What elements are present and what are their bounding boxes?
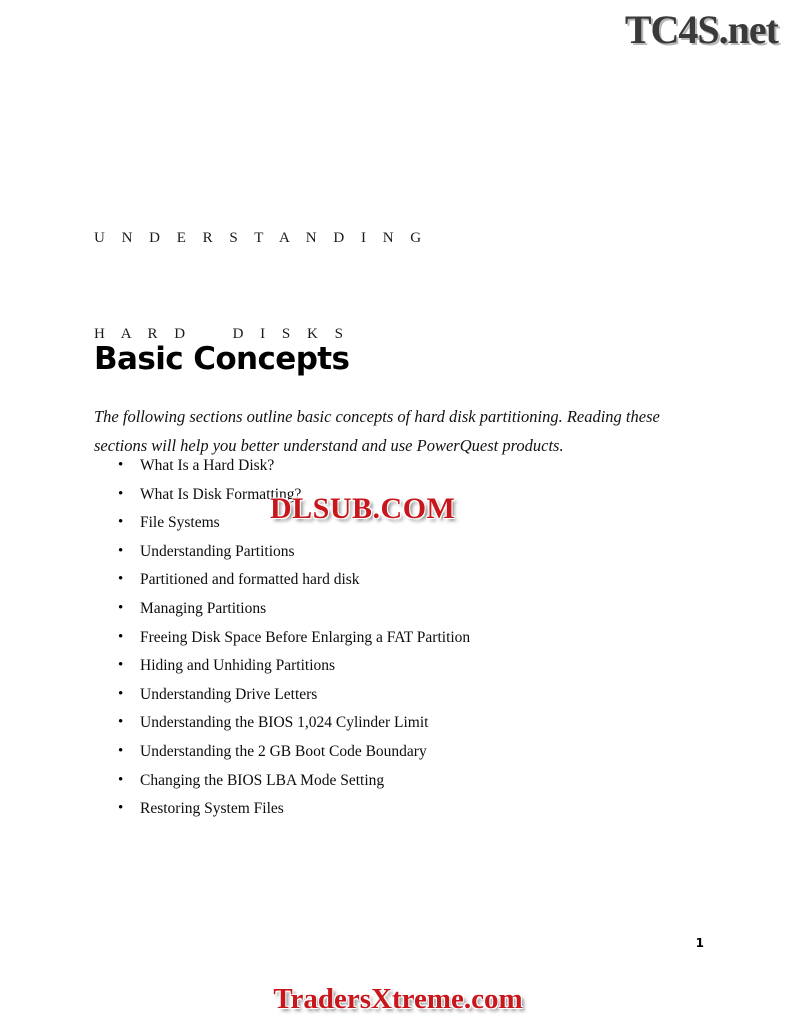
list-item-label: Partitioned and formatted hard disk (140, 571, 360, 589)
list-item-label: What Is a Hard Disk? (140, 457, 275, 474)
list-item[interactable] (100, 795, 740, 824)
list-item-label: Hiding and Unhiding Partitions (140, 657, 336, 675)
list-item[interactable] (100, 566, 740, 595)
list-item[interactable] (100, 709, 740, 738)
list-item-label: Understanding the BIOS 1,024 Cylinder Limit (140, 714, 429, 732)
watermark-bottom: TradersXtreme.com (273, 983, 523, 1015)
list-item-label: Changing the BIOS LBA Mode Setting (140, 771, 385, 789)
running-head-line-1: U N D E R S T A N D I N G (94, 230, 428, 246)
list-item[interactable] (100, 681, 740, 710)
list-item[interactable] (100, 595, 740, 624)
list-item[interactable] (100, 767, 740, 796)
list-item-label: Restoring System Files (140, 800, 284, 818)
list-item-label: Understanding Drive Letters (140, 685, 318, 703)
running-head-line-2: H A R D D I S K S (94, 326, 350, 342)
list-item-label: File Systems (140, 514, 220, 532)
list-item-label: Managing Partitions (140, 599, 267, 617)
list-item[interactable] (100, 538, 740, 567)
list-item-label: Understanding the 2 GB Boot Code Boundary (140, 742, 427, 760)
list-item[interactable] (100, 624, 740, 653)
list-item[interactable] (100, 452, 740, 481)
page-number: 1 (695, 936, 704, 950)
watermark-middle: DLSUB.COM (270, 492, 456, 525)
list-item[interactable] (100, 738, 740, 767)
list-item-label: What Is Disk Formatting? (140, 485, 302, 503)
list-item-label: Freeing Disk Space Before Enlarging a FAT Partition (140, 628, 471, 646)
list-item[interactable] (100, 652, 740, 681)
intro-paragraph: The following sections outline basic concepts of hard disk partitioning. Reading these sections will help you better understand and use PowerQuest products. (94, 406, 660, 455)
page-title: Basic Concepts (94, 340, 350, 377)
watermark-top-right: TC4S.net (624, 7, 778, 52)
list-item-label: Understanding Partitions (140, 542, 295, 560)
